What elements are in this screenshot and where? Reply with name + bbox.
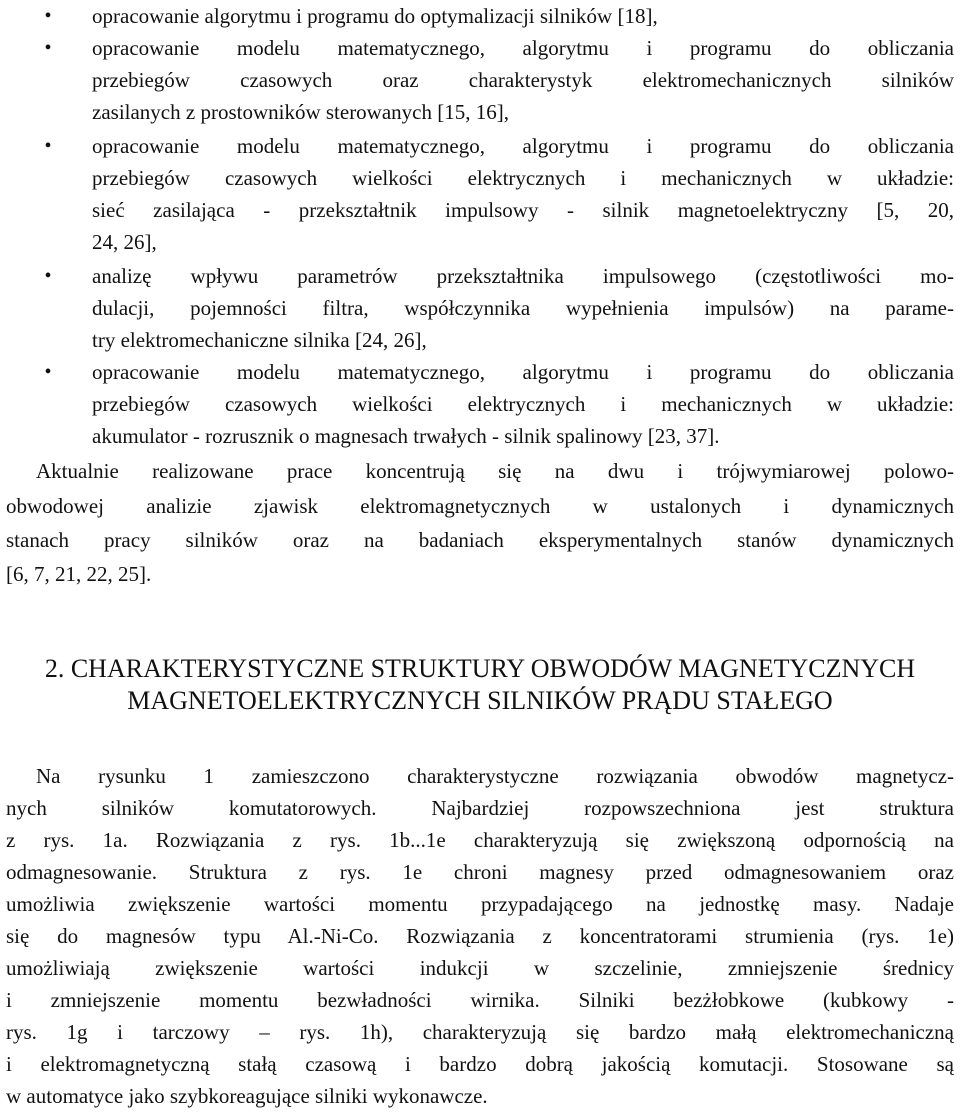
list-item-line: przebiegów czasowych wielkości elektrycznych i mechanicznych w układzie: [92,392,954,416]
paragraph-line: stanach pracy silników oraz na badaniach eksperymentalnych stanów dynamicznych [6,528,954,552]
paragraph-line: i zmniejszenie momentu bezwładności wirnika. Silniki bezżłobkowe (kubkowy - [6,988,954,1012]
paragraph-line: obwodowej analizie zjawisk elektromagnetycznych w ustalonych i dynamicznych [6,494,954,518]
paragraph-line: [6, 7, 21, 22, 25]. [6,562,152,586]
paragraph-line: Aktualnie realizowane prace koncentrują się na dwu i trójwymiarowej polowo- [36,459,954,483]
paragraph-line: w automatyce jako szybkoreagujące silniki wykonawcze. [6,1084,488,1108]
section-heading-line: MAGNETOELEKTRYCZNYCH SILNIKÓW PRĄDU STAŁEGO [127,686,833,715]
list-item-line: przebiegów czasowych oraz charakterystyk elektromechanicznych silników [92,68,954,92]
paragraph-line: umożliwia zwiększenie wartości momentu przypadającego na jednostkę masy. Nadaje [6,892,954,916]
list-item-line: sieć zasilająca - przekształtnik impulsowy - silnik magnetoelektryczny [5, 20, [92,198,954,222]
list-item-line: akumulator - rozrusznik o magnesach trwałych - silnik spalinowy [23, 37]. [92,424,720,448]
list-item-line: opracowanie modelu matematycznego, algorytmu i programu do obliczania [92,360,954,384]
paragraph-line: z rys. 1a. Rozwiązania z rys. 1b...1e charakteryzują się zwiększoną odpornością na [6,828,954,852]
list-item-line: 24, 26], [92,230,157,254]
paragraph-line: Na rysunku 1 zamieszczono charakterystyczne rozwiązania obwodów magnetycz- [36,764,954,788]
paragraph-line: i elektromagnetyczną stałą czasową i bardzo dobrą jakością komutacji. Stosowane są [6,1052,954,1076]
list-item-line: analizę wpływu parametrów przekształtnika impulsowego (częstotliwości mo- [92,264,954,288]
list-item-line: zasilanych z prostowników sterowanych [15, 16], [92,100,509,124]
paragraph-line: odmagnesowanie. Struktura z rys. 1e chroni magnesy przed odmagnesowaniem oraz [6,860,954,884]
list-item-line: opracowanie modelu matematycznego, algorytmu i programu do obliczania [92,134,954,158]
paragraph-line: się do magnesów typu Al.-Ni-Co. Rozwiązania z koncentratorami strumienia (rys. 1e) [6,924,954,948]
bullet-dot: • [44,37,52,59]
paragraph-line: umożliwiają zwiększenie wartości indukcji w szczelinie, zmniejszenie średnicy [6,956,954,980]
section-heading-line: 2. CHARAKTERYSTYCZNE STRUKTURY OBWODÓW MAGNETYCZNYCH [44,654,916,683]
list-item-line: opracowanie modelu matematycznego, algorytmu i programu do obliczania [92,36,954,60]
paragraph-line: rys. 1g i tarczowy – rys. 1h), charakteryzują się bardzo małą elektromechaniczną [6,1020,954,1044]
bullet-dot: • [44,361,52,383]
list-item-line: try elektromechaniczne silnika [24, 26], [92,328,427,352]
list-item-line: dulacji, pojemności filtra, współczynnika wypełnienia impulsów) na parame- [92,296,954,320]
bullet-dot: • [44,5,52,27]
paragraph-line: nych silników komutatorowych. Najbardziej rozpowszechniona jest struktura [6,796,954,820]
bullet-dot: • [44,135,52,157]
list-item-line: przebiegów czasowych wielkości elektrycznych i mechanicznych w układzie: [92,166,954,190]
list-item-line: opracowanie algorytmu i programu do optymalizacji silników [18], [92,4,658,28]
bullet-dot: • [44,265,52,287]
